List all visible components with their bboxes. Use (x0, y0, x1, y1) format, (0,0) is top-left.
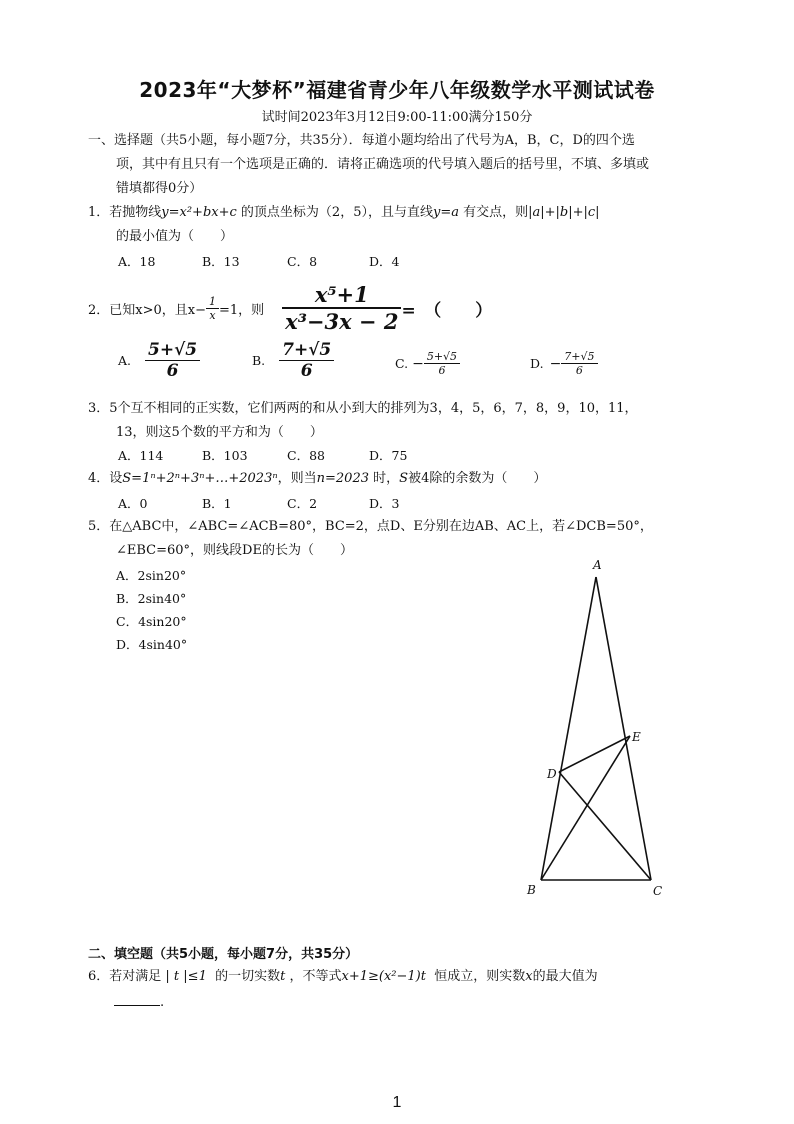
q6-stem-line1: 6．若对满足 | t |≤1 的一切实数t ，不等式x+1≥(x²−1)t 恒成立，则实数x的最大值为 (88, 969, 598, 984)
q5-choice-d: D．4sin40° (116, 637, 188, 652)
q1-choice-c: C．8 (287, 254, 318, 269)
q1-choice-b: B．13 (202, 254, 240, 269)
exam-subtitle: 试时间2023年3月12日9:00-11:00满分150分 (261, 110, 533, 125)
section2-heading: 二、填空题（共5小题，每小题7分，共35分） (88, 947, 359, 962)
q2-choice-b: B. $\frac{7+√5}{6}$ (252, 340, 334, 381)
q3-choice-b: B．103 (202, 448, 248, 463)
q5-choice-b: B．2sin40° (116, 591, 187, 606)
side-ac (596, 577, 651, 880)
q3-choice-c: C．88 (287, 448, 325, 463)
q1-expr-line: y=a (432, 205, 459, 220)
q3-stem-line2: 13，则这5个数的平方和为（ ） (116, 425, 323, 440)
label-a: A (593, 558, 602, 572)
label-e: E (632, 730, 641, 744)
q3-stem-line1: 3．5个互不相同的正实数，它们两两的和从小到大的排列为3，4，5，6，7，8，9，10，11， (88, 401, 638, 416)
q4-choice-c: C．2 (287, 496, 318, 511)
q5-stem-line1: 5．在△ABC中，∠ABC=∠ACB=80°，BC=2，点D、E分别在边AB、AC上，若∠DCB=50°， (88, 519, 653, 534)
q1-expr-parabola: y=x²+bx+c (161, 205, 237, 220)
section1-intro-line2: 项，其中有且只有一个选项是正确的．请将正确选项的代号填入题后的括号里，不填、多填或 (116, 157, 650, 172)
q5-choice-a: A．2sin20° (116, 568, 187, 583)
page-number: 1 (392, 1094, 402, 1111)
q3-choice-d: D．75 (369, 448, 408, 463)
section1-intro-line3: 错填都得0分） (116, 181, 203, 196)
q1-choice-a: A．18 (118, 254, 156, 269)
q2-choice-c: C. − $\frac{5+√5}{6}$ (395, 350, 460, 377)
q2-choice-d: D. − $\frac{7+√5}{6}$ (530, 350, 598, 377)
q2-stem: 2．已知x>0，且x− $\frac{1}{x}$ =1，则 $\frac{\text{x⁵+1}}{\text{x³−3x − 2}}$ = （ ） (88, 282, 493, 334)
label-d: D (547, 767, 557, 781)
q2-main-fraction: $\frac{\text{x⁵+1}}{\text{x³−3x − 2}}$ (282, 282, 401, 334)
q2-small-fraction: $\frac{1}{x}$ (206, 295, 219, 322)
q6-answer-blank: . (114, 992, 164, 1014)
q1-stem-line2: 的最小值为（ ） (116, 229, 234, 244)
triangle-figure (500, 550, 700, 910)
segment-dc (559, 772, 651, 880)
label-c: C (653, 884, 663, 898)
q6-inequality: x+1≥(x²−1)t (341, 969, 426, 984)
q1-choice-d: D．4 (369, 254, 400, 269)
q1-stem-line1: 1．若抛物线y=x²+bx+c 的顶点坐标为（2，5），且与直线y=a 有交点，则|a|+|b|+|c| (88, 205, 600, 220)
q1-expr-abs-sum: |a|+|b|+|c| (528, 205, 600, 220)
q4-stem: 4．设S=1ⁿ+2ⁿ+3ⁿ+…+2023ⁿ，则当n=2023 时，S被4除的余数为（ ） (88, 471, 547, 486)
q5-stem-line2: ∠EBC=60°，则线段DE的长为（ ） (116, 543, 353, 558)
q2-choice-a: A. $\frac{5+√5}{6}$ (118, 340, 200, 381)
q4-choice-b: B．1 (202, 496, 232, 511)
q4-choice-d: D．3 (369, 496, 400, 511)
q5-choice-c: C．4sin20° (116, 614, 187, 629)
exam-title: 2023年“大梦杯”福建省青少年八年级数学水平测试试卷 (139, 78, 655, 102)
q4-choice-a: A．0 (118, 496, 148, 511)
q4-expr-sum: S=1ⁿ+2ⁿ+3ⁿ+…+2023ⁿ (122, 471, 278, 486)
section1-intro-line1: 一、选择题（共5小题，每小题7分，共35分）．每道小题均给出了代号为A，B，C，D的四个选 (88, 133, 635, 148)
q3-choice-a: A．114 (118, 448, 164, 463)
label-b: B (527, 883, 536, 897)
